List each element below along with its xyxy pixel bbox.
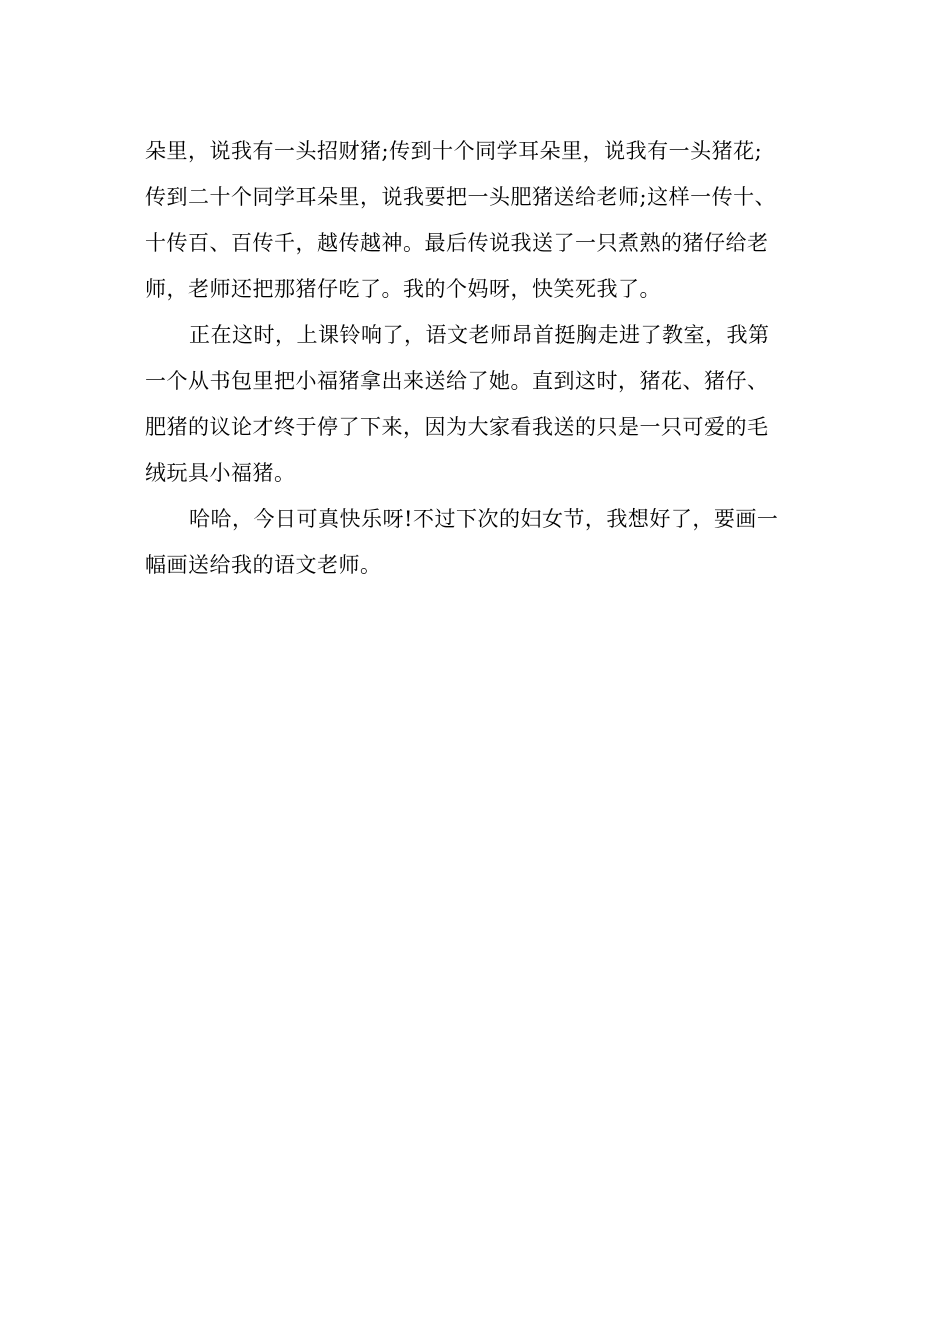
paragraph-1-line-3: 十传百、百传千，越传越神。最后传说我送了一只煮熟的猪仔给老 (145, 231, 769, 255)
paragraph-2-line-3: 肥猪的议论才终于停了下来，因为大家看我送的只是一只可爱的毛 (145, 415, 769, 439)
paragraph-2-line-4: 绒玩具小福猪。 (145, 461, 296, 485)
paragraph-2 (145, 312, 810, 496)
paragraph-1-line-2: 传到二十个同学耳朵里，说我要把一头肥猪送给老师;这样一传十、 (145, 185, 777, 209)
paragraph-2-line-1: 正在这时，上课铃响了，语文老师昂首挺胸走进了教室，我第 (189, 323, 770, 347)
document-body (145, 128, 810, 588)
paragraph-3-line-2: 幅画送给我的语文老师。 (145, 553, 382, 577)
paragraph-1-line-4: 师，老师还把那猪仔吃了。我的个妈呀，快笑死我了。 (145, 277, 661, 301)
paragraph-1-line-1: 朵里，说我有一头招财猪;传到十个同学耳朵里，说我有一头猪花; (145, 139, 763, 163)
paragraph-2-line-2: 一个从书包里把小福猪拿出来送给了她。直到这时，猪花、猪仔、 (145, 369, 769, 393)
paragraph-3 (145, 496, 810, 588)
paragraph-3-line-1: 哈哈，今日可真快乐呀!不过下次的妇女节，我想好了，要画一 (189, 507, 779, 531)
paragraph-1 (145, 128, 810, 312)
